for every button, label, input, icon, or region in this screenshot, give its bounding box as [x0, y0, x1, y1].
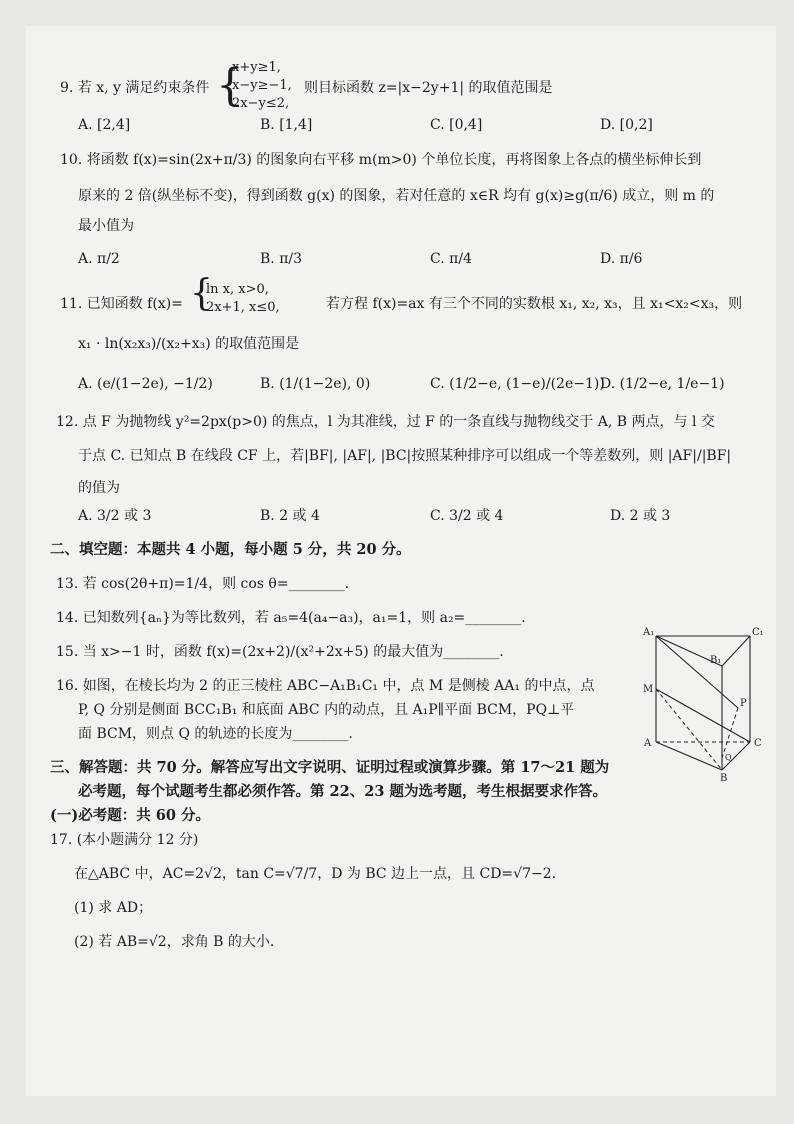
- figure-label-b1: B₁: [710, 655, 722, 666]
- q11-option-b: B. (1/(1−2e), 0): [260, 376, 371, 392]
- q17-sub-2: (2) 若 AB=√2，求角 B 的大小.: [74, 934, 275, 950]
- q10-line-3: 最小值为: [78, 218, 134, 234]
- q15: 15. 当 x>−1 时，函数 f(x)=(2x+2)/(x²+2x+5) 的最大值为________.: [56, 644, 504, 660]
- figure-label-b: B: [720, 773, 728, 782]
- q12-option-b: B. 2 或 4: [260, 508, 320, 524]
- figure-label-a1: A₁: [643, 627, 655, 638]
- q11-case-2: 2x+1, x≤0,: [206, 300, 280, 315]
- q9-stem-a: 9. 若 x, y 满足约束条件: [60, 80, 210, 96]
- q9-brace: {: [216, 60, 244, 111]
- section-2-heading: 二、填空题：本题共 4 小题，每小题 5 分，共 20 分。: [50, 541, 411, 558]
- q11-option-a: A. (e/(1−2e), −1/2): [78, 376, 213, 392]
- figure-label-c1: C₁: [752, 627, 764, 638]
- q11-stem-a: 11. 已知函数 f(x)=: [60, 296, 183, 312]
- q9-option-c: C. [0,4]: [430, 117, 483, 133]
- q12-option-c: C. 3/2 或 4: [430, 508, 504, 524]
- q10-option-b: B. π/3: [260, 251, 303, 267]
- q11-stem-b: 若方程 f(x)=ax 有三个不同的实数根 x₁, x₂, x₃，且 x₁<x₂<x₃，则: [326, 296, 743, 312]
- q12-line-2: 于点 C. 已知点 B 在线段 CF 上，若|BF|, |AF|, |BC|按照某种排序可以组成一个等差数列，则 |AF|/|BF|: [78, 448, 732, 464]
- q10-option-d: D. π/6: [600, 251, 643, 267]
- q14: 14. 已知数列{aₙ}为等比数列，若 a₅=4(a₄−a₃)，a₁=1，则 a₂=________.: [56, 610, 526, 626]
- prism-figure: [640, 626, 774, 782]
- q9-constraint-3: 2x−y≤2,: [232, 96, 290, 111]
- q11-case-1: ln x, x>0,: [206, 282, 269, 297]
- q9-constraint-2: x−y≥−1,: [232, 78, 292, 93]
- q10-option-c: C. π/4: [430, 251, 472, 267]
- figure-label-c: C: [754, 738, 762, 749]
- q12-line-3: 的值为: [78, 480, 120, 496]
- figure-label-m: M: [643, 684, 654, 695]
- q12-option-a: A. 3/2 或 3: [78, 508, 152, 524]
- figure-label-p: P: [740, 698, 747, 709]
- q9-option-a: A. [2,4]: [78, 117, 131, 133]
- exam-page: [26, 26, 776, 1096]
- q11-option-d: D. (1/2−e, 1/e−1): [600, 376, 725, 392]
- q9-stem-b: 则目标函数 z=|x−2y+1| 的取值范围是: [304, 80, 553, 96]
- q11-option-c: C. (1/2−e, (1−e)/(2e−1)): [430, 376, 605, 392]
- part-1-heading: (一)必考题：共 60 分。: [50, 807, 210, 824]
- q17-head: 17. (本小题满分 12 分): [50, 832, 199, 848]
- q17-sub-1: (1) 求 AD；: [74, 900, 153, 916]
- q10-line-2: 原来的 2 倍(纵坐标不变)，得到函数 g(x) 的图象，若对任意的 x∈R 均有 g(x)≥g(π/6) 成立，则 m 的: [78, 188, 715, 204]
- q16-line-3: 面 BCM，则点 Q 的轨迹的长度为________.: [78, 726, 353, 742]
- section-3-line-1: 三、解答题：共 70 分。解答应写出文字说明、证明过程或演算步骤。第 17～21 题为: [50, 759, 610, 776]
- q12-option-d: D. 2 或 3: [610, 508, 671, 524]
- q9-option-d: D. [0,2]: [600, 117, 653, 133]
- q12-line-1: 12. 点 F 为抛物线 y²=2px(p>0) 的焦点，l 为其准线，过 F 的一条直线与抛物线交于 A, B 两点，与 l 交: [56, 414, 715, 430]
- figure-label-a: A: [644, 738, 652, 749]
- q10-line-1: 10. 将函数 f(x)=sin(2x+π/3) 的图象向右平移 m(m>0) 个单位长度，再将图象上各点的横坐标伸长到: [60, 152, 702, 168]
- q9-option-b: B. [1,4]: [260, 117, 313, 133]
- q13: 13. 若 cos(2θ+π)=1/4，则 cos θ=________.: [56, 576, 350, 592]
- figure-label-q: Q: [725, 753, 732, 762]
- q9-constraint-1: x+y≥1,: [232, 60, 281, 75]
- section-3-line-2: 必考题，每个试题考生都必须作答。第 22、23 题为选考题，考生根据要求作答。: [78, 783, 607, 800]
- q17-stem: 在△ABC 中，AC=2√2，tan C=√7/7，D 为 BC 边上一点，且 CD=√7−2.: [74, 866, 557, 882]
- q16-line-2: P, Q 分别是侧面 BCC₁B₁ 和底面 ABC 内的动点，且 A₁P∥平面 BCM，PQ⊥平: [78, 702, 575, 718]
- q10-option-a: A. π/2: [78, 251, 120, 267]
- q16-line-1: 16. 如图，在棱长均为 2 的正三棱柱 ABC−A₁B₁C₁ 中，点 M 是侧棱 AA₁ 的中点，点: [56, 678, 595, 694]
- q11-line-2: x₁ · ln(x₂x₃)/(x₂+x₃) 的取值范围是: [78, 336, 300, 352]
- q11-brace: {: [190, 273, 213, 314]
